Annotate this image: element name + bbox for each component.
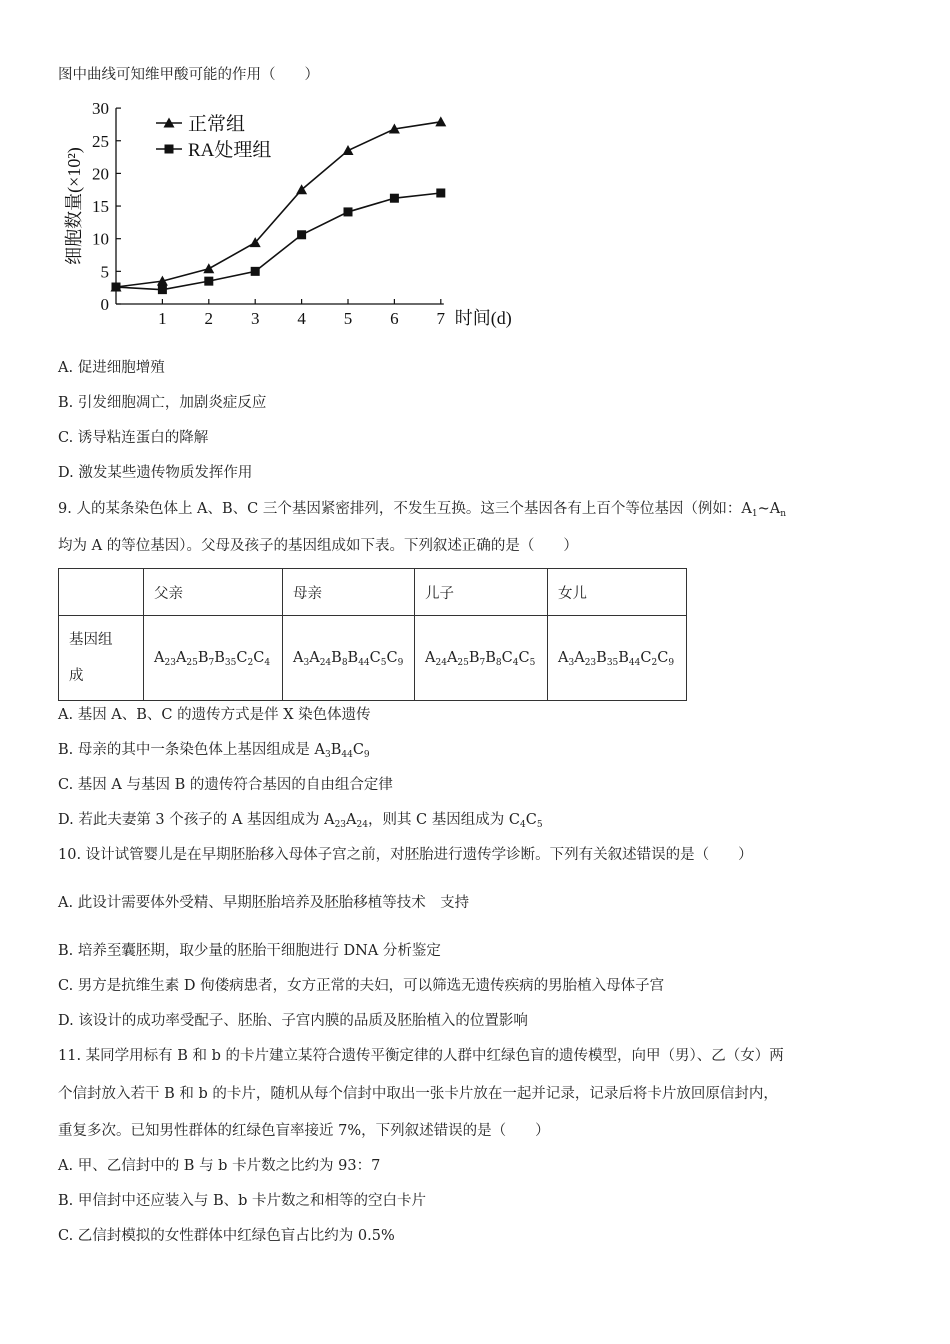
gene-subscript: 8 — [341, 658, 348, 668]
gene-letter: C — [508, 812, 520, 828]
gene-letter: B — [197, 650, 209, 666]
x-tick-label: 3 — [250, 309, 260, 328]
gene-subscript: 35 — [224, 658, 237, 668]
gene-subscript: 35 — [606, 658, 619, 668]
gene-letter: C — [369, 650, 381, 666]
q8-option-d: D. 激发某些遗传物质发挥作用 — [58, 465, 253, 481]
gene-letter: A — [175, 650, 187, 666]
data-point-square — [158, 285, 167, 294]
q8-option-a: A. 促进细胞增殖 — [58, 360, 165, 376]
gene-letter: A — [324, 812, 335, 828]
question-8-intro: 图中曲线可知维甲酸可能的作用（ ） — [58, 67, 319, 83]
gene-letter: C — [657, 650, 669, 666]
x-tick-label: 7 — [436, 309, 446, 328]
gene-subscript: 9 — [397, 658, 404, 668]
gene-letter: A — [154, 650, 165, 666]
q11-option-b: B. 甲信封中还应装入与 B、b 卡片数之和相等的空白卡片 — [58, 1193, 427, 1209]
header-daughter: 女儿 — [548, 569, 687, 616]
q10-option-b: B. 培养至囊胚期，取少量的胚胎干细胞进行 DNA 分析鉴定 — [58, 943, 441, 959]
gene-subscript: 23 — [584, 658, 597, 668]
gene-letter: C — [640, 650, 652, 666]
q11-option-a: A. 甲、乙信封中的 B 与 b 卡片数之比约为 93：7 — [58, 1158, 381, 1174]
data-point-triangle — [435, 116, 446, 126]
q11-stem-line1: 11. 某同学用标有 B 和 b 的卡片建立某符合遗传平衡定律的人群中红绿色盲的遗传模型，向甲（男）、乙（女）两 — [58, 1048, 784, 1064]
gene-letter: B — [347, 650, 359, 666]
gene-subscript: 2 — [247, 658, 254, 668]
gene-subscript: 24 — [356, 820, 368, 830]
q10-option-d: D. 该设计的成功率受配子、胚胎、子宫内膜的品质及胚胎植入的位置影响 — [58, 1013, 528, 1029]
legend-marker-square — [165, 145, 174, 154]
gene-letter: A — [558, 650, 569, 666]
gene-letter: C — [236, 650, 248, 666]
gene-subscript: 25 — [457, 658, 469, 668]
gene-subscript: 23 — [334, 820, 347, 830]
q9-stem-line2: 均为 A 的等位基因）。父母及孩子的基因组成如下表。下列叙述正确的是（ ） — [58, 538, 578, 554]
data-point-triangle — [203, 263, 214, 273]
y-tick-label: 15 — [92, 197, 109, 217]
header-father: 父亲 — [144, 569, 283, 616]
header-mother: 母亲 — [283, 569, 415, 616]
q9-option-c: C. 基因 A 与基因 B 的遗传符合基因的自由组合定律 — [58, 777, 393, 793]
genotype-mother — [283, 616, 415, 701]
gene-subscript: 25 — [186, 658, 198, 668]
gene-letter: C — [352, 742, 364, 758]
gene-subscript: 44 — [341, 750, 353, 760]
x-axis-title: 时间(d) — [454, 308, 512, 328]
genotype-son — [415, 616, 548, 701]
data-point-square — [251, 267, 260, 276]
series-line-1 — [116, 193, 441, 290]
gene-subscript: 3 — [568, 658, 575, 668]
y-tick-label: 5 — [100, 262, 109, 282]
gene-letter: B — [214, 650, 225, 666]
x-tick-label: 6 — [390, 309, 399, 328]
gene-subscript: 7 — [208, 658, 215, 668]
chart-series — [111, 116, 447, 294]
gene-subscript: 3 — [324, 750, 331, 760]
gene-subscript: 4 — [264, 658, 271, 668]
gene-letter: C — [518, 650, 530, 666]
gene-subscript: 9 — [668, 658, 675, 668]
row-label-genotype: 基因组 成 — [59, 616, 144, 701]
genotype-father — [144, 616, 283, 701]
data-point-square — [112, 283, 121, 292]
data-point-square — [297, 230, 306, 239]
gene-subscript: 44 — [628, 658, 641, 668]
q10-option-a: A. 此设计需要体外受精、早期胚胎培养及胚胎移植等技术 支持 — [58, 895, 470, 911]
table-corner-cell — [59, 569, 144, 616]
gene-letter: C — [386, 650, 398, 666]
gene-subscript: 9 — [363, 750, 370, 760]
gene-subscript: 2 — [651, 658, 658, 668]
gene-letter: A — [446, 650, 458, 666]
data-point-square — [204, 277, 213, 286]
y-axis-title: 细胞数量(×10²) — [64, 147, 84, 265]
q9-option-b: B. 母亲的其中一条染色体上基因组成是 $A_3B_{44}C_9$ — [58, 742, 370, 760]
y-tick-label: 10 — [92, 229, 109, 249]
q9-stem-line1: 9. 人的某条染色体上 A、B、C 三个基因紧密排列，不发生互换。这三个基因各有上百个等位基因（例如：$A_1\sim A_n$ — [58, 501, 787, 519]
genotype-table — [58, 568, 687, 701]
gene-letter: A — [314, 742, 325, 758]
chart-axes — [116, 108, 444, 304]
q11-stem-line2: 个信封放入若干 B 和 b 的卡片，随机从每个信封中取出一张卡片放在一起并记录，记录后将卡片放回原信封内， — [58, 1086, 778, 1102]
q11-stem-line3: 重复多次。已知男性群体的红绿色盲率接近 7%，下列叙述错误的是（ ） — [58, 1123, 550, 1139]
data-point-square — [436, 188, 445, 197]
table-row-genotype — [59, 616, 687, 701]
gene-letter: B — [331, 650, 342, 666]
gene-subscript: 4 — [512, 658, 519, 668]
q8-option-b: B. 引发细胞凋亡，加剧炎症反应 — [58, 395, 267, 411]
x-tick-label: 2 — [204, 309, 214, 328]
gene-letter: A — [425, 650, 436, 666]
cell-count-line-chart — [56, 92, 516, 342]
gene-subscript: 5 — [529, 658, 536, 668]
data-point-square — [344, 207, 353, 216]
y-tick-label: 25 — [92, 131, 109, 151]
gene-subscript: 5 — [380, 658, 387, 668]
x-tick-label: 1 — [158, 309, 167, 328]
gene-letter: A — [346, 812, 357, 828]
legend-label-0: 正常组 — [188, 114, 246, 135]
x-tick-label: 5 — [343, 309, 353, 328]
origin-label: 0 — [100, 295, 109, 314]
gene-subscript: 7 — [479, 658, 486, 668]
table-header-row — [59, 569, 687, 616]
data-point-square — [390, 194, 399, 203]
gene-letter: A — [574, 650, 585, 666]
gene-letter: B — [596, 650, 607, 666]
q8-option-c: C. 诱导粘连蛋白的降解 — [58, 430, 209, 446]
genotype-daughter — [548, 616, 687, 701]
data-point-triangle — [343, 145, 354, 155]
gene-subscript: 44 — [358, 658, 370, 668]
gene-letter: C — [525, 812, 537, 828]
gene-subscript: 24 — [319, 658, 332, 668]
gene-letter: B — [468, 650, 480, 666]
legend-label-1: RA处理组 — [188, 140, 272, 161]
gene-subscript: 23 — [164, 658, 176, 668]
gene-subscript: 3 — [303, 658, 310, 668]
chart-ticks — [64, 99, 512, 329]
gene-subscript: 24 — [435, 658, 447, 668]
gene-letter: C — [253, 650, 265, 666]
q10-option-c: C. 男方是抗维生素 D 佝偻病患者，女方正常的夫妇，可以筛选无遗传疾病的男胎植入母体子宫 — [58, 978, 665, 994]
q10-stem: 10. 设计试管婴儿是在早期胚胎移入母体子宫之前，对胚胎进行遗传学诊断。下列有关叙述错误的是（ ） — [58, 847, 753, 863]
gene-letter: B — [618, 650, 629, 666]
y-tick-label: 20 — [92, 164, 109, 184]
header-son: 儿子 — [415, 569, 548, 616]
gene-subscript: 8 — [495, 658, 502, 668]
q9-option-d: D. 若此夫妻第 3 个孩子的 A 基因组成为 $A_{23}A_{24}$，则其 C 基因组成为 $C_4C_5$ — [58, 812, 543, 830]
q11-option-c: C. 乙信封模拟的女性群体中红绿色盲占比约为 0.5% — [58, 1228, 395, 1244]
gene-letter: B — [485, 650, 496, 666]
x-tick-label: 4 — [297, 309, 306, 328]
gene-letter: B — [330, 742, 342, 758]
gene-subscript: 5 — [536, 820, 543, 830]
gene-letter: A — [293, 650, 304, 666]
gene-subscript: 4 — [519, 820, 526, 830]
q9-option-a: A. 基因 A、B、C 的遗传方式是伴 X 染色体遗传 — [58, 707, 371, 723]
chart-legend — [156, 113, 271, 161]
y-tick-label: 30 — [92, 99, 109, 119]
gene-letter: A — [309, 650, 320, 666]
gene-letter: C — [501, 650, 513, 666]
